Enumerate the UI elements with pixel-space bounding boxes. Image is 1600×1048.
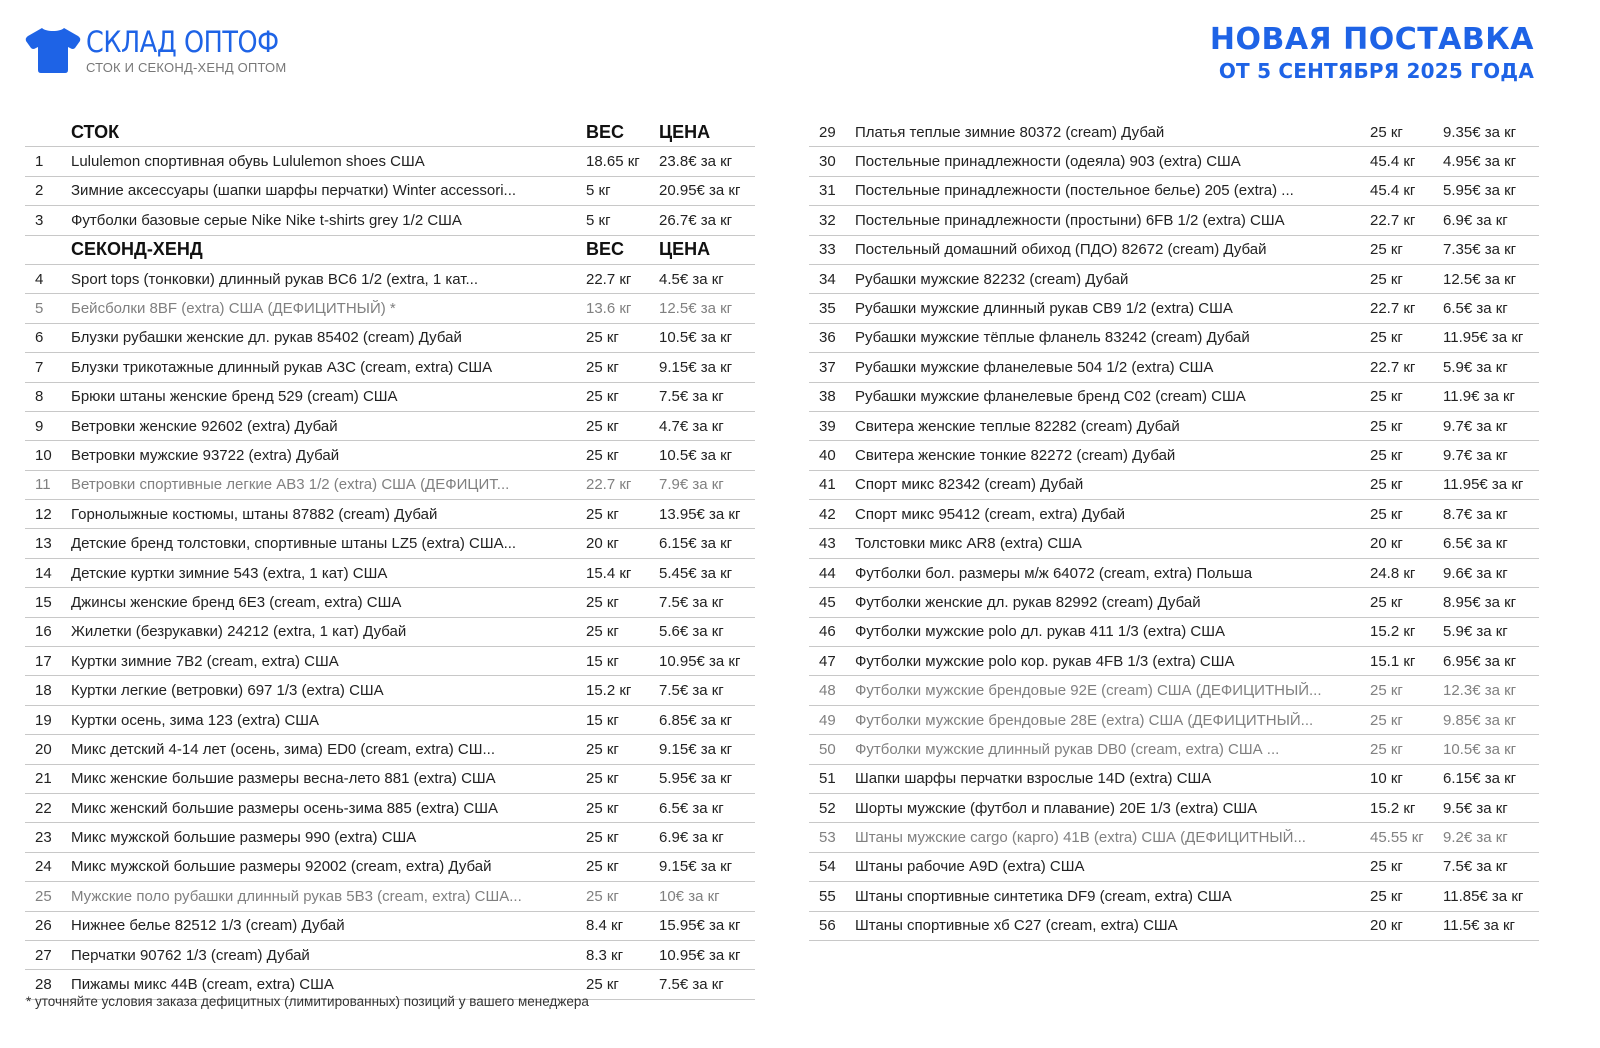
item-weight: 24.8 кг <box>1370 564 1416 582</box>
item-price: 10.95€ за кг <box>659 652 741 670</box>
item-name: Мужские поло рубашки длинный рукав 5B3 (cream, extra) США... <box>71 887 522 905</box>
item-number: 3 <box>35 211 44 229</box>
item-number: 53 <box>819 829 836 847</box>
item-number: 25 <box>35 887 52 905</box>
item-name: Штаны спортивные синтетика DF9 (cream, extra) США <box>855 887 1232 905</box>
item-name: Спорт микс 82342 (cream) Дубай <box>855 476 1084 494</box>
item-name: Футболки женские дл. рукав 82992 (cream) Дубай <box>855 593 1201 611</box>
item-name: Футболки базовые серые Nike Nike t-shirts grey 1/2 США <box>71 211 462 229</box>
item-name: Брюки штаны женские бренд 529 (cream) США <box>71 388 398 406</box>
item-number: 30 <box>819 153 836 171</box>
item-name: Lululemon спортивная обувь Lululemon shoes США <box>71 153 425 171</box>
item-price: 9.7€ за кг <box>1443 417 1508 435</box>
table-row <box>809 206 1539 235</box>
column-weight-header: ВЕС <box>586 121 625 142</box>
section-header-stock <box>25 118 755 147</box>
item-price: 10.5€ за кг <box>659 329 733 347</box>
table-row <box>809 529 1539 558</box>
item-number: 19 <box>35 711 52 729</box>
table-row <box>25 177 755 206</box>
item-name: Куртки осень, зима 123 (extra) США <box>71 711 320 729</box>
item-price: 5.95€ за кг <box>659 770 733 788</box>
table-row <box>25 823 755 852</box>
item-name: Свитера женские теплые 82282 (cream) Дубай <box>855 417 1180 435</box>
item-weight: 18.65 кг <box>586 153 640 171</box>
item-weight: 25 кг <box>586 858 619 876</box>
item-weight: 25 кг <box>586 593 619 611</box>
item-weight: 25 кг <box>1370 740 1403 758</box>
item-name: Горнолыжные костюмы, штаны 87882 (cream) Дубай <box>71 505 438 523</box>
item-weight: 10 кг <box>1370 770 1403 788</box>
table-row <box>25 324 755 353</box>
item-price: 5.45€ за кг <box>659 564 733 582</box>
column-price-header: ЦЕНА <box>659 121 711 142</box>
item-price: 7.5€ за кг <box>659 976 724 994</box>
item-price: 7.9€ за кг <box>659 476 724 494</box>
item-name: Рубашки мужские 82232 (cream) Дубай <box>855 270 1129 288</box>
item-weight: 25 кг <box>1370 417 1403 435</box>
item-name: Перчатки 90762 1/3 (cream) Дубай <box>71 946 310 964</box>
table-row <box>25 618 755 647</box>
item-number: 13 <box>35 535 52 553</box>
table-row <box>809 500 1539 529</box>
footnote: * уточняйте условия заказа дефицитных (лимитированных) позиций у вашего менеджера <box>26 994 589 1009</box>
item-price: 11.85€ за кг <box>1443 887 1524 905</box>
item-number: 46 <box>819 623 836 641</box>
item-price: 9.2€ за кг <box>1443 829 1508 847</box>
item-number: 26 <box>35 917 52 935</box>
item-price: 9.6€ за кг <box>1443 564 1508 582</box>
table-row <box>25 353 755 382</box>
item-number: 1 <box>35 153 44 171</box>
item-number: 6 <box>35 329 44 347</box>
item-name: Блузки трикотажные длинный рукав A3C (cream, extra) США <box>71 358 493 376</box>
item-number: 2 <box>35 182 44 200</box>
table-row <box>25 853 755 882</box>
item-price: 9.35€ за кг <box>1443 123 1517 141</box>
item-name: Микс женские большие размеры весна-лето 881 (extra) США <box>71 770 496 788</box>
item-number: 23 <box>35 829 52 847</box>
item-name: Футболки мужские брендовые 28E (extra) США (ДЕФИЦИТНЫЙ... <box>855 711 1314 729</box>
item-name: Микс мужской большие размеры 990 (extra) США <box>71 829 417 847</box>
item-weight: 45.4 кг <box>1370 153 1416 171</box>
table-row <box>809 147 1539 176</box>
item-price: 4.7€ за кг <box>659 417 724 435</box>
item-number: 33 <box>819 241 836 259</box>
item-price: 7.5€ за кг <box>1443 858 1508 876</box>
brand-tagline: СТОК И СЕКОНД-ХЕНД ОПТОМ <box>86 60 287 75</box>
item-number: 24 <box>35 858 52 876</box>
item-weight: 25 кг <box>586 388 619 406</box>
item-price: 5.95€ за кг <box>1443 182 1517 200</box>
column-price-header: ЦЕНА <box>659 239 711 260</box>
item-weight: 25 кг <box>586 887 619 905</box>
item-name: Бейсболки 8BF (extra) США (ДЕФИЦИТНЫЙ) * <box>71 300 396 318</box>
item-number: 35 <box>819 300 836 318</box>
brand-logo <box>24 26 305 75</box>
item-price: 11.95€ за кг <box>1443 476 1524 494</box>
table-row <box>809 383 1539 412</box>
item-weight: 15 кг <box>586 711 619 729</box>
item-weight: 22.7 кг <box>586 270 632 288</box>
item-name: Детские куртки зимние 543 (extra, 1 кат) США <box>71 564 388 582</box>
item-weight: 8.3 кг <box>586 946 624 964</box>
item-price: 12.5€ за кг <box>1443 270 1517 288</box>
item-number: 28 <box>35 976 52 994</box>
item-weight: 13.6 кг <box>586 300 632 318</box>
table-row <box>809 794 1539 823</box>
item-number: 56 <box>819 917 836 935</box>
item-price: 6.5€ за кг <box>1443 535 1508 553</box>
table-row <box>809 588 1539 617</box>
item-price: 5.6€ за кг <box>659 623 724 641</box>
item-price: 8.7€ за кг <box>1443 505 1508 523</box>
table-row <box>809 618 1539 647</box>
table-row <box>809 294 1539 323</box>
item-name: Рубашки мужские фланелевые бренд C02 (cream) США <box>855 388 1246 406</box>
item-number: 36 <box>819 329 836 347</box>
table-row <box>25 383 755 412</box>
item-weight: 25 кг <box>586 976 619 994</box>
item-number: 4 <box>35 270 44 288</box>
item-number: 5 <box>35 300 44 318</box>
table-row <box>809 853 1539 882</box>
item-number: 52 <box>819 799 836 817</box>
item-price: 6.15€ за кг <box>1443 770 1517 788</box>
table-row <box>809 118 1539 147</box>
item-name: Постельные принадлежности (простыни) 6FB 1/2 (extra) США <box>855 211 1285 229</box>
item-name: Sport tops (тонковки) длинный рукав BC6 1/2 (extra, 1 кат... <box>71 270 478 288</box>
item-name: Футболки бол. размеры м/ж 64072 (cream, extra) Польша <box>855 564 1253 582</box>
item-price: 5.9€ за кг <box>1443 358 1508 376</box>
item-number: 16 <box>35 623 52 641</box>
table-row <box>25 441 755 470</box>
table-row <box>809 735 1539 764</box>
item-weight: 22.7 кг <box>1370 211 1416 229</box>
item-name: Футболки мужские polo кор. рукав 4FB 1/3 (extra) США <box>855 652 1235 670</box>
headline-title: НОВАЯ ПОСТАВКА <box>1209 22 1534 57</box>
item-price: 10.5€ за кг <box>659 446 733 464</box>
item-name: Джинсы женские бренд 6E3 (cream, extra) США <box>71 593 402 611</box>
item-weight: 5 кг <box>586 211 611 229</box>
item-price: 6.85€ за кг <box>659 711 733 729</box>
item-price: 7.5€ за кг <box>659 593 724 611</box>
item-price: 13.95€ за кг <box>659 505 741 523</box>
item-name: Микс женский большие размеры осень-зима 885 (extra) США <box>71 799 498 817</box>
item-price: 4.95€ за кг <box>1443 153 1517 171</box>
item-weight: 25 кг <box>586 446 619 464</box>
item-name: Штаны спортивные хб C27 (cream, extra) США <box>855 917 1178 935</box>
table-row <box>809 236 1539 265</box>
item-name: Зимние аксессуары (шапки шарфы перчатки) Winter accessori... <box>71 182 517 200</box>
item-name: Нижнее белье 82512 1/3 (cream) Дубай <box>71 917 345 935</box>
item-number: 31 <box>819 182 836 200</box>
item-price: 11.5€ за кг <box>1443 917 1516 935</box>
price-table-left <box>25 118 755 1000</box>
column-weight-header: ВЕС <box>586 239 625 260</box>
item-name: Пижамы микс 44B (cream, extra) США <box>71 976 334 994</box>
item-name: Спорт микс 95412 (cream, extra) Дубай <box>855 505 1125 523</box>
item-weight: 22.7 кг <box>1370 358 1416 376</box>
item-name: Постельный домашний обиход (ПДО) 82672 (cream) Дубай <box>855 241 1267 259</box>
item-name: Шапки шарфы перчатки взрослые 14D (extra) США <box>855 770 1212 788</box>
table-row <box>25 912 755 941</box>
table-row <box>25 294 755 323</box>
item-weight: 45.55 кг <box>1370 829 1424 847</box>
item-name: Постельные принадлежности (постельное белье) 205 (extra) ... <box>855 182 1294 200</box>
brand-name: СКЛАД ОПТОФ <box>86 25 279 59</box>
item-price: 9.15€ за кг <box>659 358 733 376</box>
item-price: 10.5€ за кг <box>1443 740 1517 758</box>
table-row <box>809 177 1539 206</box>
item-number: 8 <box>35 388 44 406</box>
item-name: Ветровки женские 92602 (extra) Дубай <box>71 417 338 435</box>
item-number: 9 <box>35 417 44 435</box>
table-row <box>25 147 755 176</box>
table-row <box>809 265 1539 294</box>
item-price: 7.5€ за кг <box>659 388 724 406</box>
table-row <box>809 706 1539 735</box>
table-row <box>25 676 755 705</box>
item-name: Рубашки мужские длинный рукав CB9 1/2 (extra) США <box>855 300 1233 318</box>
item-weight: 25 кг <box>1370 270 1403 288</box>
item-weight: 25 кг <box>1370 329 1403 347</box>
item-number: 45 <box>819 593 836 611</box>
table-row <box>25 706 755 735</box>
item-price: 15.95€ за кг <box>659 917 741 935</box>
item-name: Шорты мужские (футбол и плавание) 20E 1/3 (extra) США <box>855 799 1258 817</box>
item-name: Микс детский 4-14 лет (осень, зима) ED0 (cream, extra) СШ... <box>71 740 496 758</box>
item-name: Постельные принадлежности (одеяла) 903 (extra) США <box>855 153 1241 171</box>
table-row <box>25 529 755 558</box>
item-number: 38 <box>819 388 836 406</box>
item-price: 8.95€ за кг <box>1443 593 1517 611</box>
item-number: 11 <box>35 476 51 494</box>
table-row <box>809 559 1539 588</box>
item-number: 40 <box>819 446 836 464</box>
table-row <box>25 206 755 235</box>
item-price: 9.15€ за кг <box>659 858 733 876</box>
headline-date: ОТ 5 СЕНТЯБРЯ 2025 ГОДА <box>1218 59 1534 83</box>
item-weight: 15.1 кг <box>1370 652 1416 670</box>
item-weight: 25 кг <box>586 329 619 347</box>
item-weight: 25 кг <box>586 799 619 817</box>
item-price: 20.95€ за кг <box>659 182 741 200</box>
item-number: 14 <box>35 564 52 582</box>
item-price: 6.9€ за кг <box>1443 211 1508 229</box>
item-weight: 5 кг <box>586 182 611 200</box>
price-table-right <box>809 118 1539 941</box>
item-number: 7 <box>35 358 44 376</box>
item-number: 44 <box>819 564 836 582</box>
item-price: 4.5€ за кг <box>659 270 724 288</box>
item-name: Рубашки мужские фланелевые 504 1/2 (extra) США <box>855 358 1214 376</box>
table-row <box>25 412 755 441</box>
item-name: Микс мужской большие размеры 92002 (cream, extra) Дубай <box>71 858 492 876</box>
item-price: 6.95€ за кг <box>1443 652 1517 670</box>
item-price: 9.85€ за кг <box>1443 711 1517 729</box>
item-number: 15 <box>35 593 52 611</box>
item-number: 29 <box>819 123 836 141</box>
table-row <box>809 765 1539 794</box>
table-row <box>809 647 1539 676</box>
item-weight: 25 кг <box>586 829 619 847</box>
item-weight: 25 кг <box>1370 123 1403 141</box>
item-number: 17 <box>35 652 52 670</box>
item-price: 7.35€ за кг <box>1443 241 1517 259</box>
item-number: 10 <box>35 446 52 464</box>
item-price: 9.7€ за кг <box>1443 446 1508 464</box>
item-number: 51 <box>819 770 836 788</box>
item-weight: 20 кг <box>1370 917 1403 935</box>
item-name: Ветровки мужские 93722 (extra) Дубай <box>71 446 340 464</box>
table-row <box>809 882 1539 911</box>
headline <box>1210 22 1534 84</box>
table-row <box>25 588 755 617</box>
item-price: 6.5€ за кг <box>659 799 724 817</box>
item-name: Рубашки мужские тёплые фланель 83242 (cream) Дубай <box>855 329 1250 347</box>
section-title: СТОК <box>71 121 120 142</box>
table-row <box>25 265 755 294</box>
table-row <box>809 441 1539 470</box>
item-price: 12.3€ за кг <box>1443 682 1517 700</box>
section-header-secondhand <box>25 236 755 265</box>
item-number: 48 <box>819 682 836 700</box>
item-name: Футболки мужские брендовые 92E (cream) США (ДЕФИЦИТНЫЙ... <box>855 682 1322 700</box>
item-weight: 20 кг <box>1370 535 1403 553</box>
item-number: 41 <box>819 476 836 494</box>
item-price: 12.5€ за кг <box>659 300 733 318</box>
item-weight: 45.4 кг <box>1370 182 1416 200</box>
item-number: 22 <box>35 799 52 817</box>
item-weight: 15.4 кг <box>586 564 632 582</box>
item-name: Штаны мужские cargo (карго) 41B (extra) США (ДЕФИЦИТНЫЙ... <box>855 829 1306 847</box>
item-weight: 25 кг <box>586 505 619 523</box>
item-price: 10.95€ за кг <box>659 946 741 964</box>
table-row <box>25 500 755 529</box>
table-row <box>25 882 755 911</box>
item-weight: 25 кг <box>1370 682 1403 700</box>
item-name: Футболки мужские длинный рукав DB0 (cream, extra) США ... <box>855 740 1280 758</box>
item-weight: 22.7 кг <box>1370 300 1416 318</box>
table-row <box>25 559 755 588</box>
table-row <box>25 765 755 794</box>
item-weight: 25 кг <box>1370 476 1403 494</box>
item-number: 34 <box>819 270 836 288</box>
table-row <box>809 823 1539 852</box>
item-price: 10€ за кг <box>659 887 720 905</box>
item-weight: 25 кг <box>1370 388 1403 406</box>
item-number: 37 <box>819 358 836 376</box>
item-price: 9.15€ за кг <box>659 740 733 758</box>
item-name: Футболки мужские polo дл. рукав 411 1/3 (extra) США <box>855 623 1225 641</box>
item-weight: 25 кг <box>586 623 619 641</box>
item-weight: 25 кг <box>1370 505 1403 523</box>
item-weight: 25 кг <box>1370 858 1403 876</box>
table-row <box>809 676 1539 705</box>
item-price: 5.9€ за кг <box>1443 623 1508 641</box>
item-weight: 8.4 кг <box>586 917 624 935</box>
item-number: 39 <box>819 417 836 435</box>
item-price: 23.8€ за кг <box>659 153 733 171</box>
table-row <box>809 324 1539 353</box>
item-weight: 25 кг <box>586 358 619 376</box>
item-weight: 22.7 кг <box>586 476 632 494</box>
item-number: 49 <box>819 711 836 729</box>
item-weight: 20 кг <box>586 535 619 553</box>
item-number: 21 <box>35 770 52 788</box>
table-row <box>25 941 755 970</box>
item-name: Штаны рабочие A9D (extra) США <box>855 858 1085 876</box>
item-number: 32 <box>819 211 836 229</box>
table-row <box>809 412 1539 441</box>
item-name: Куртки зимние 7B2 (cream, extra) США <box>71 652 339 670</box>
item-name: Ветровки спортивные легкие AB3 1/2 (extra) США (ДЕФИЦИТ... <box>71 476 510 494</box>
item-price: 11.95€ за кг <box>1443 329 1524 347</box>
item-weight: 25 кг <box>586 740 619 758</box>
item-weight: 25 кг <box>1370 887 1403 905</box>
item-weight: 25 кг <box>1370 593 1403 611</box>
section-title: СЕКОНД-ХЕНД <box>71 239 203 260</box>
item-number: 20 <box>35 740 52 758</box>
item-weight: 15.2 кг <box>1370 623 1416 641</box>
table-row <box>809 471 1539 500</box>
table-row <box>25 471 755 500</box>
item-weight: 25 кг <box>586 417 619 435</box>
item-number: 12 <box>35 505 52 523</box>
item-price: 26.7€ за кг <box>659 211 733 229</box>
item-number: 42 <box>819 505 836 523</box>
item-name: Блузки рубашки женские дл. рукав 85402 (cream) Дубай <box>71 329 462 347</box>
table-row <box>25 647 755 676</box>
item-number: 50 <box>819 740 836 758</box>
t-shirt-icon <box>24 26 82 74</box>
item-weight: 25 кг <box>586 770 619 788</box>
item-weight: 25 кг <box>1370 711 1403 729</box>
table-row <box>809 353 1539 382</box>
item-weight: 15.2 кг <box>586 682 632 700</box>
item-name: Детские бренд толстовки, спортивные штаны LZ5 (extra) США... <box>71 535 517 553</box>
item-number: 43 <box>819 535 836 553</box>
table-row <box>25 735 755 764</box>
item-price: 11.9€ за кг <box>1443 388 1516 406</box>
item-number: 54 <box>819 858 836 876</box>
item-name: Свитера женские тонкие 82272 (cream) Дубай <box>855 446 1176 464</box>
item-price: 6.5€ за кг <box>1443 300 1508 318</box>
item-name: Куртки легкие (ветровки) 697 1/3 (extra) США <box>71 682 384 700</box>
item-weight: 15 кг <box>586 652 619 670</box>
item-price: 7.5€ за кг <box>659 682 724 700</box>
item-name: Толстовки микс AR8 (extra) США <box>855 535 1082 553</box>
item-price: 6.9€ за кг <box>659 829 724 847</box>
item-weight: 25 кг <box>1370 241 1403 259</box>
item-name: Жилетки (безрукавки) 24212 (extra, 1 кат) Дубай <box>71 623 407 641</box>
item-price: 6.15€ за кг <box>659 535 733 553</box>
item-weight: 15.2 кг <box>1370 799 1416 817</box>
item-number: 18 <box>35 682 52 700</box>
item-number: 47 <box>819 652 836 670</box>
item-price: 9.5€ за кг <box>1443 799 1508 817</box>
item-name: Платья теплые зимние 80372 (cream) Дубай <box>855 123 1165 141</box>
table-row <box>809 912 1539 941</box>
item-number: 55 <box>819 887 836 905</box>
table-row <box>25 794 755 823</box>
item-number: 27 <box>35 946 52 964</box>
item-weight: 25 кг <box>1370 446 1403 464</box>
